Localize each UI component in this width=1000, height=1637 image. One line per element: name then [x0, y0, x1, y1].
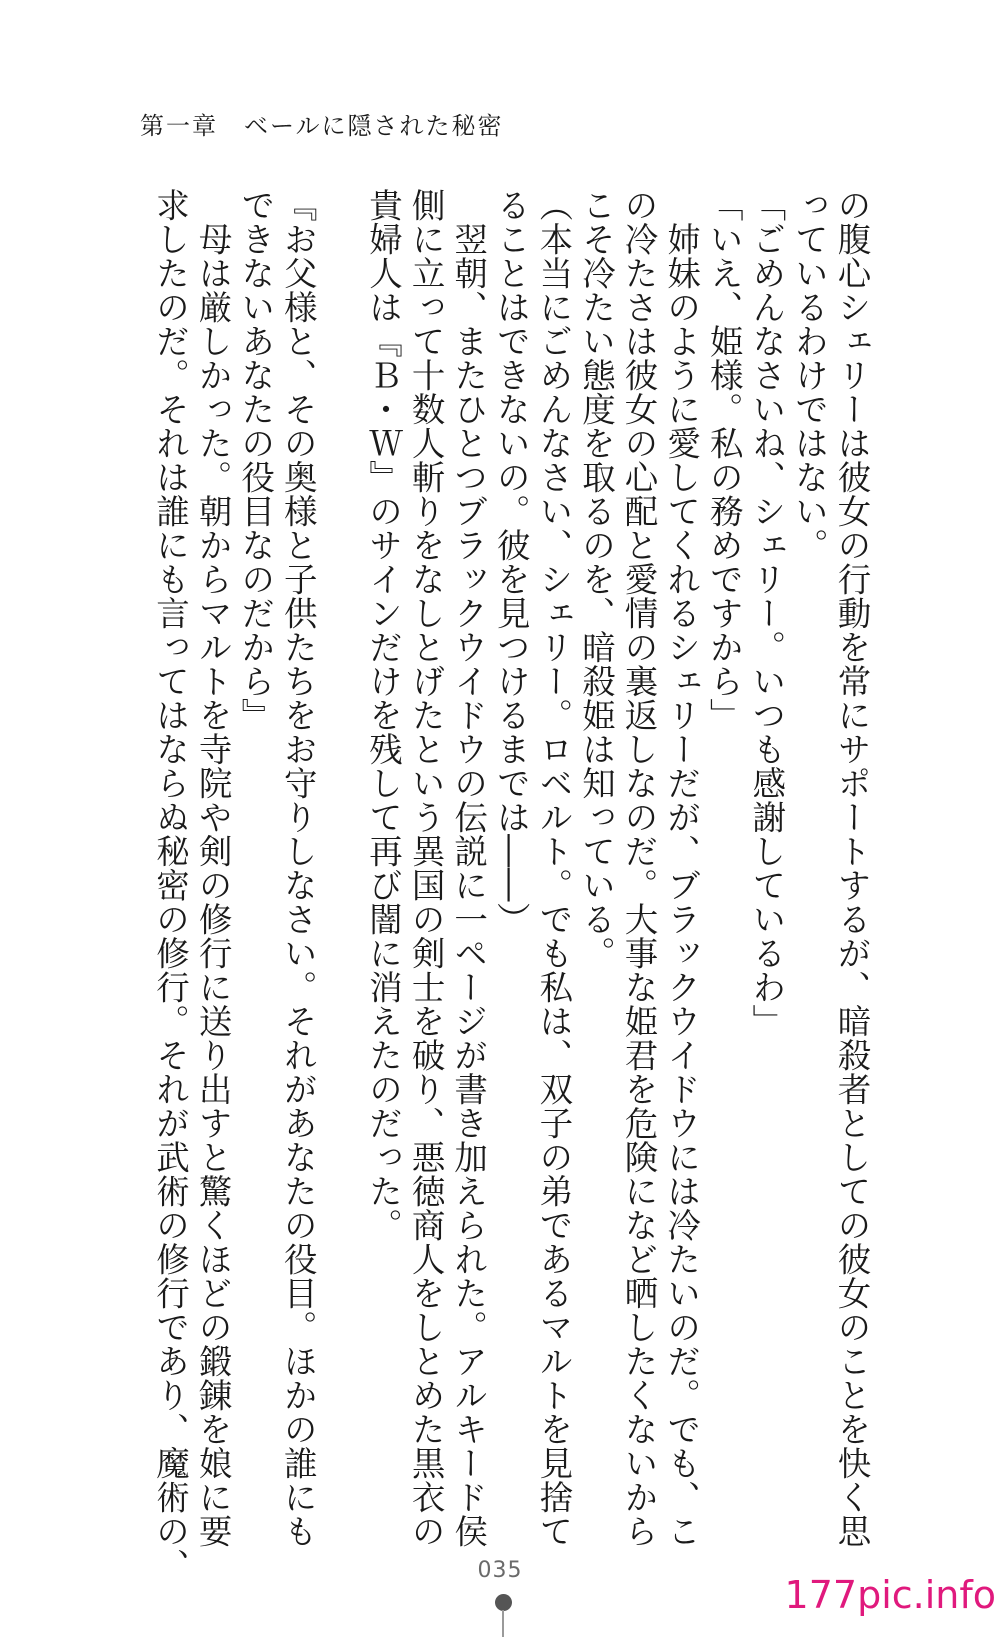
page-stem-line	[502, 1610, 504, 1637]
text-line: 『お父様と、その奥様と子供たちをお守りしなさい。それがあなたの役目。ほかの誰にも	[278, 188, 318, 1548]
page-dot-icon	[495, 1594, 512, 1611]
text-line: っているわけではない。	[789, 188, 829, 562]
text-line: 側に立って十数人斬りをなしとげたという異国の剣士を破り、悪徳商人をしとめた黒衣の	[406, 188, 446, 1548]
text-line: の腹心シェリーは彼女の行動を常にサポートするが、暗殺者としての彼女のことを快く思	[832, 188, 871, 1548]
watermark: 177pic.info	[784, 1573, 996, 1617]
text-line: できないあなたの役目なのだから』	[235, 188, 275, 732]
text-line: 「ごめんなさいね、シェリー。いつも感謝しているわ」	[746, 188, 786, 1038]
page-number: 035	[477, 1558, 523, 1583]
text-line: 翌朝、またひとつブラックウイドウの伝説に一ページが書き加えられた。アルキード侯	[448, 188, 488, 1548]
text-line: 母は厳しかった。朝からマルトを寺院や剣の修行に送り出すと驚くほどの鍛錬を娘に要	[193, 188, 233, 1548]
text-line: 貴婦人は『Ｂ・Ｗ』のサインだけを残して再び闇に消えたのだった。	[363, 188, 403, 1242]
running-head: 第一章 ベールに隠された秘密	[140, 112, 504, 140]
text-line: 求したのだ。それは誰にも言ってはならぬ秘密の修行。それが武術の修行であり、魔術の、	[150, 188, 190, 1582]
text-line: こそ冷たい態度を取るのを、暗殺姫は知っている。	[576, 188, 616, 970]
text-line: の冷たさは彼女の心配と愛情の裏返しなのだ。大事な姫君を危険になど晒したくないから	[619, 188, 659, 1548]
text-line: 姉妹のように愛してくれるシェリーだが、ブラックウイドウには冷たいのだ。でも、こ	[661, 188, 701, 1548]
text-line: （本当にごめんなさい、シェリー。ロベルト。でも私は、双子の弟であるマルトを見捨て	[533, 188, 573, 1548]
blank-line	[318, 188, 361, 1348]
text-line: ることはできないの。彼を見つけるまでは――）	[491, 188, 531, 936]
text-line: 「いえ、姫様。私の務めですから」	[704, 188, 744, 732]
